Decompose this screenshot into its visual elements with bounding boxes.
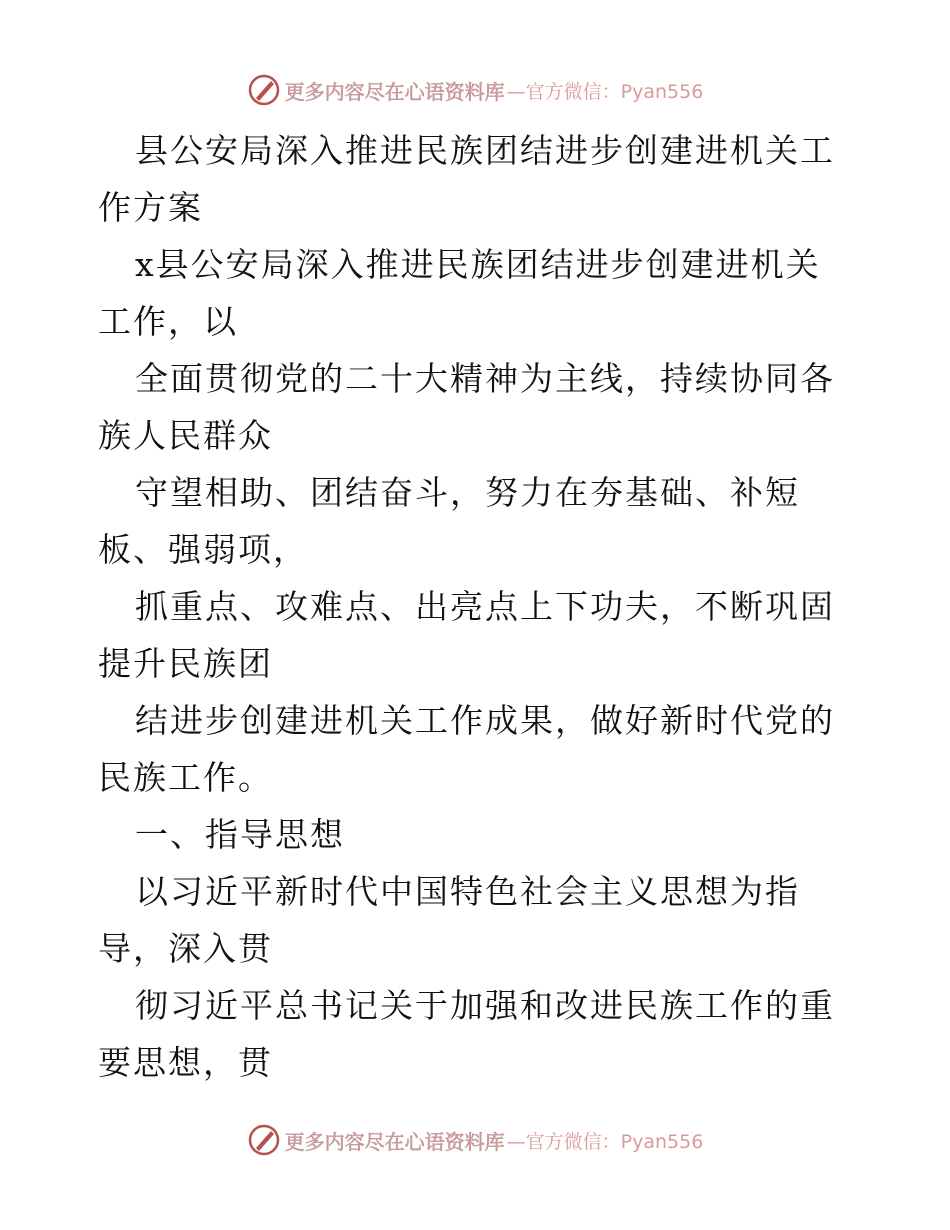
paragraph: 抓重点、攻难点、出亮点上下功夫，不断巩固提升民族团 xyxy=(98,587,835,683)
pen-logo-icon xyxy=(247,73,281,107)
header-banner-suffix: —官方微信：Pyan556 xyxy=(506,80,704,103)
paragraph: 结进步创建进机关工作成果，做好新时代党的民族工作。 xyxy=(98,701,835,797)
paragraph: 守望相助、团结奋斗，努力在夯基础、补短板、强弱项， xyxy=(98,473,800,569)
footer-watermark-banner xyxy=(0,1120,950,1160)
paragraph: 以习近平新时代中国特色社会主义思想为指导，深入贯 xyxy=(98,872,800,968)
paragraph: 彻习近平总书记关于加强和改进民族工作的重要思想，贯 xyxy=(98,986,835,1082)
document-title: 县公安局深入推进民族团结进步创建进机关工作方案 xyxy=(98,131,835,227)
header-watermark-banner xyxy=(0,70,950,110)
footer-banner-text: 更多内容尽在心语资料库 xyxy=(284,1129,505,1154)
footer-banner-suffix: —官方微信：Pyan556 xyxy=(506,1130,704,1153)
paragraph: x县公安局深入推进民族团结进步创建进机关工作，以 xyxy=(98,245,821,341)
pen-logo-icon xyxy=(247,1123,281,1157)
section-heading: 一、指导思想 xyxy=(135,815,345,854)
header-banner-text: 更多内容尽在心语资料库 xyxy=(284,79,505,104)
document-body xyxy=(98,122,853,1091)
paragraph: 全面贯彻党的二十大精神为主线，持续协同各族人民群众 xyxy=(98,359,835,455)
